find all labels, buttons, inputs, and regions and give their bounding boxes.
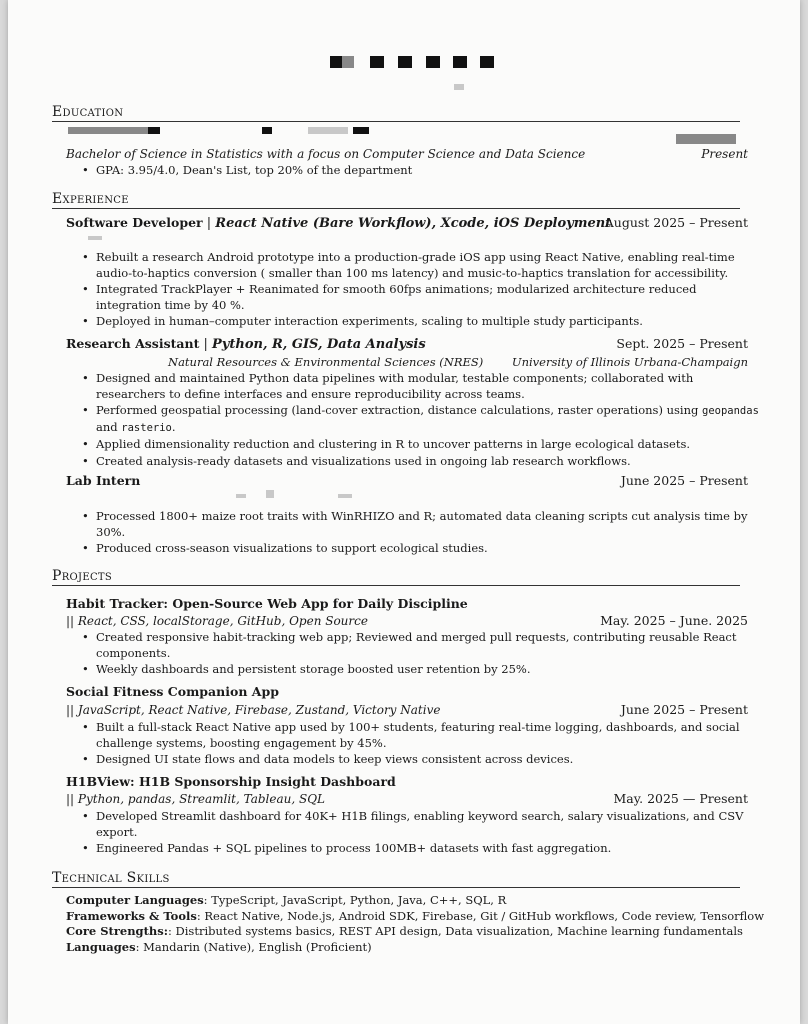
- project-date: May. 2025 — Present: [613, 791, 748, 806]
- job-title: Software Developer: [66, 215, 203, 230]
- list-item: • GPA: 3.95/4.0, Dean's List, top 20% of the department: [80, 163, 760, 179]
- list-item: • Created responsive habit-tracking web app; Reviewed and merged pull requests, contributing reusable React components.: [80, 630, 760, 661]
- job-date: June 2025 – Present: [620, 473, 748, 488]
- list-item: • Built a full-stack React Native app used by 100+ students, featuring real-time logging, dashboards, and social challenge systems, boosting engagement by 45%.: [80, 720, 760, 751]
- job-title: Research Assistant: [66, 336, 200, 351]
- skills-row: [66, 909, 766, 925]
- list-item: • Designed and maintained Python data pipelines with modular, testable components; collaborated with researchers to define interfaces and ensure reproducibility across teams.: [80, 371, 760, 402]
- job-title-line: [66, 474, 140, 489]
- skills-block: [66, 893, 766, 955]
- project3-bullets: [80, 809, 760, 858]
- project-date: June 2025 – Present: [620, 702, 748, 717]
- bullet-text: and: [96, 419, 122, 434]
- section-heading-experience: Experience: [52, 191, 740, 209]
- skills-row: [66, 940, 766, 956]
- job2-bullets: [80, 371, 760, 470]
- education-bullets: [80, 163, 760, 180]
- job-tech: Python, R, GIS, Data Analysis: [212, 337, 426, 352]
- list-item: • Deployed in human–computer interaction experiments, scaling to multiple study participants.: [80, 314, 760, 330]
- code-geopandas: geopandas: [702, 405, 759, 417]
- title-separator: |: [202, 216, 216, 231]
- job-date: August 2025 – Present: [604, 215, 748, 230]
- skills-label: Frameworks & Tools: [66, 908, 197, 923]
- section-heading-projects: Projects: [52, 568, 740, 586]
- bullet-text: .: [171, 419, 176, 434]
- list-item: • Processed 1800+ maize root traits with WinRHIZO and R; automated data cleaning scripts cut analysis time by 30%.: [80, 509, 760, 540]
- list-item: • Developed Streamlit dashboard for 40K+ H1B filings, enabling keyword search, salary visualizations, and CSV export.: [80, 809, 760, 840]
- resume-page: [8, 0, 800, 1024]
- project-tech: || JavaScript, React Native, Firebase, Zustand, Victory Native: [66, 703, 441, 717]
- skills-label: Computer Languages: [66, 893, 204, 907]
- degree-text: Bachelor of Science in Statistics with a focus on Computer Science and Data Science: [66, 147, 586, 161]
- list-item: • Applied dimensionality reduction and clustering in R to uncover patterns in large ecological datasets.: [80, 437, 760, 453]
- job-organization: Natural Resources & Environmental Sciences (NRES): [168, 355, 484, 369]
- title-separator: |: [199, 337, 213, 352]
- job-title: Lab Intern: [66, 473, 141, 488]
- job3-bullets: [80, 509, 760, 558]
- project-tech: || React, CSS, localStorage, GitHub, Open Source: [66, 614, 368, 628]
- list-item: • Designed UI state flows and data models to keep views consistent across devices.: [80, 752, 760, 768]
- redacted-company: [88, 236, 102, 240]
- skills-label: Languages: [66, 939, 136, 954]
- code-rasterio: rasterio: [121, 421, 172, 434]
- project-title: Social Fitness Companion App: [66, 684, 279, 699]
- education-date: Present: [701, 147, 748, 161]
- section-heading-education: Education: [52, 104, 740, 122]
- skills-value: : Mandarin (Native), English (Proficient): [135, 939, 372, 954]
- project2-bullets: [80, 720, 760, 769]
- job1-bullets: [80, 250, 760, 331]
- bullet-text: Performed geospatial processing (land-cover extraction, distance calculations, raster operations) using: [96, 403, 702, 417]
- job-tech: React Native (Bare Workflow), Xcode, iOS Deployment: [215, 216, 612, 231]
- list-item: • Engineered Pandas + SQL pipelines to process 100MB+ datasets with fast aggregation.: [80, 841, 760, 857]
- project-tech: || Python, pandas, Streamlit, Tableau, SQL: [66, 792, 326, 806]
- list-item: • Produced cross-season visualizations to support ecological studies.: [80, 541, 760, 557]
- skills-value: : React Native, Node.js, Android SDK, Firebase, Git / GitHub workflows, Code review, Tensorflow: [196, 908, 765, 923]
- list-item: • Weekly dashboards and persistent storage boosted user retention by 25%.: [80, 662, 760, 678]
- section-heading-skills: Technical Skills: [52, 870, 740, 888]
- skills-row: [66, 924, 766, 940]
- skills-row: [66, 893, 766, 909]
- job-date: Sept. 2025 – Present: [616, 336, 748, 351]
- job-title-line: [66, 216, 611, 231]
- list-item: • Rebuilt a research Android prototype into a production-grade iOS app using React Native, enabling real-time audio-to-haptics conversion ( smaller than 100 ms latency) and music-to-haptics translation for accessibility.: [80, 250, 760, 281]
- project-title: H1BView: H1B Sponsorship Insight Dashboard: [66, 774, 396, 789]
- job-title-line: [66, 337, 426, 352]
- skills-label: Core Strengths:: [66, 924, 168, 938]
- list-item: • Created analysis-ready datasets and visualizations used in ongoing lab research workflows.: [80, 454, 760, 470]
- list-item: • Integrated TrackPlayer + Reanimated for smooth 60fps animations; modularized architecture reduced integration time by 40 %.: [80, 282, 760, 313]
- project1-bullets: [80, 630, 760, 679]
- skills-value: : TypeScript, JavaScript, Python, Java, C++, SQL, R: [203, 893, 507, 907]
- project-title: Habit Tracker: Open-Source Web App for Daily Discipline: [66, 596, 468, 611]
- skills-value: : Distributed systems basics, REST API design, Data visualization, Machine learning fundamentals: [168, 924, 743, 938]
- project-date: May. 2025 – June. 2025: [600, 613, 748, 628]
- list-item: [80, 403, 760, 436]
- job-location: University of Illinois Urbana-Champaign: [511, 355, 748, 369]
